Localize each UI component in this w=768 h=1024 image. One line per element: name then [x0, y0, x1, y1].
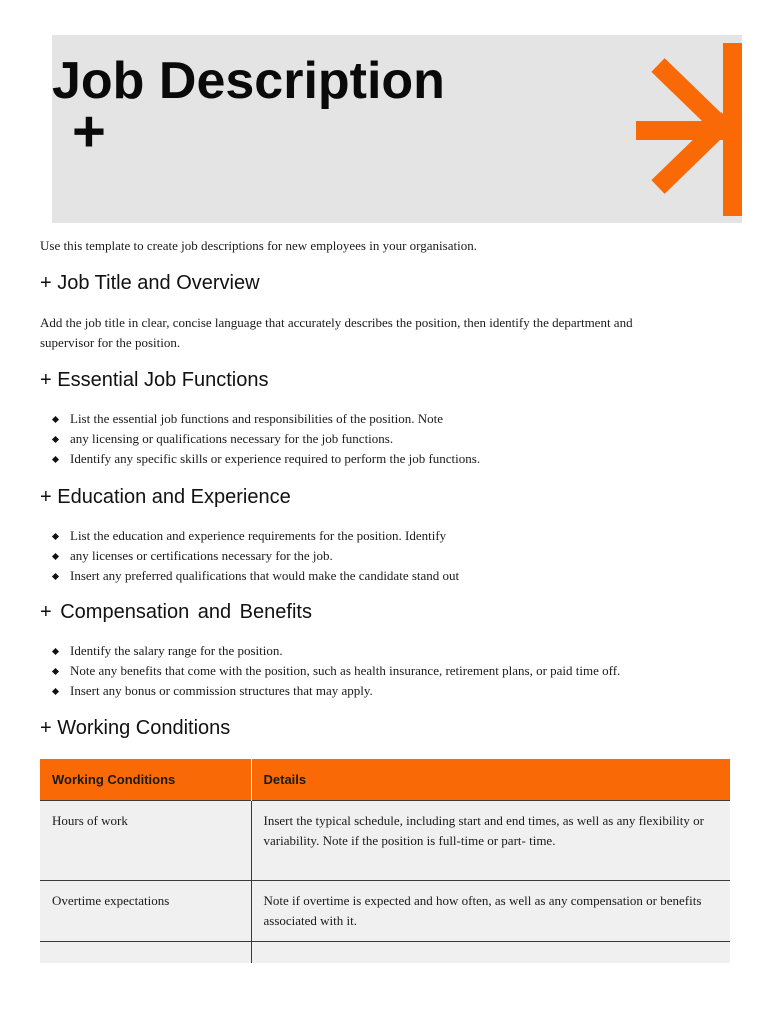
column-header-details: Details [251, 759, 730, 801]
column-header-working-conditions: Working Conditions [40, 759, 251, 801]
table-cell [251, 942, 730, 964]
working-conditions-table [40, 759, 730, 963]
list-item: any licenses or certifications necessary for the job. [40, 546, 740, 566]
list-item: Identify the salary range for the position. [40, 641, 740, 661]
logo-horizontal-bar [636, 121, 732, 140]
list-item: List the essential job functions and responsibilities of the position. Note [40, 409, 740, 429]
list-item: Note any benefits that come with the position, such as health insurance, retirement plans, or paid time off. [40, 661, 740, 681]
header-banner [52, 35, 742, 223]
table-header-row [40, 759, 730, 801]
list-item: any licensing or qualifications necessary for the job functions. [40, 429, 740, 449]
section-heading-overview: + Job Title and Overview [40, 272, 260, 294]
table-cell [40, 942, 251, 964]
table-cell: Overtime expectations [40, 881, 251, 942]
table-cell: Note if overtime is expected and how often, as well as any compensation or benefits associated with it. [251, 881, 730, 942]
intro-text: Use this template to create job descriptions for new employees in your organisation. [40, 238, 477, 253]
table-cell: Insert the typical schedule, including start and end times, as well as any flexibility or variability. Note if the position is full-time or part- time. [251, 801, 730, 881]
table-row [40, 801, 730, 881]
section-heading-working: + Working Conditions [40, 717, 231, 739]
orange-asterisk-arrow-icon [630, 35, 742, 223]
section-heading-functions: + Essential Job Functions [40, 369, 269, 391]
list-item: Identify any specific skills or experience required to perform the job functions. [40, 449, 740, 469]
overview-text: Add the job title in clear, concise language that accurately describes the position, then identify the department and supervisor for the position. [40, 315, 633, 350]
list-item: List the education and experience requirements for the position. Identify [40, 526, 740, 546]
table-row [40, 942, 730, 964]
page-title: Job Description [52, 52, 445, 110]
compensation-list [40, 641, 740, 701]
table-cell: Hours of work [40, 801, 251, 881]
list-item: Insert any preferred qualifications that would make the candidate stand out [40, 566, 740, 586]
list-item: Insert any bonus or commission structures that may apply. [40, 681, 740, 701]
education-list [40, 526, 740, 586]
section-heading-compensation: + Compensation and Benefits [40, 601, 312, 623]
section-heading-education: + Education and Experience [40, 486, 291, 508]
title-plus-mark: + [72, 99, 106, 164]
functions-list [40, 409, 740, 469]
table-row [40, 881, 730, 942]
